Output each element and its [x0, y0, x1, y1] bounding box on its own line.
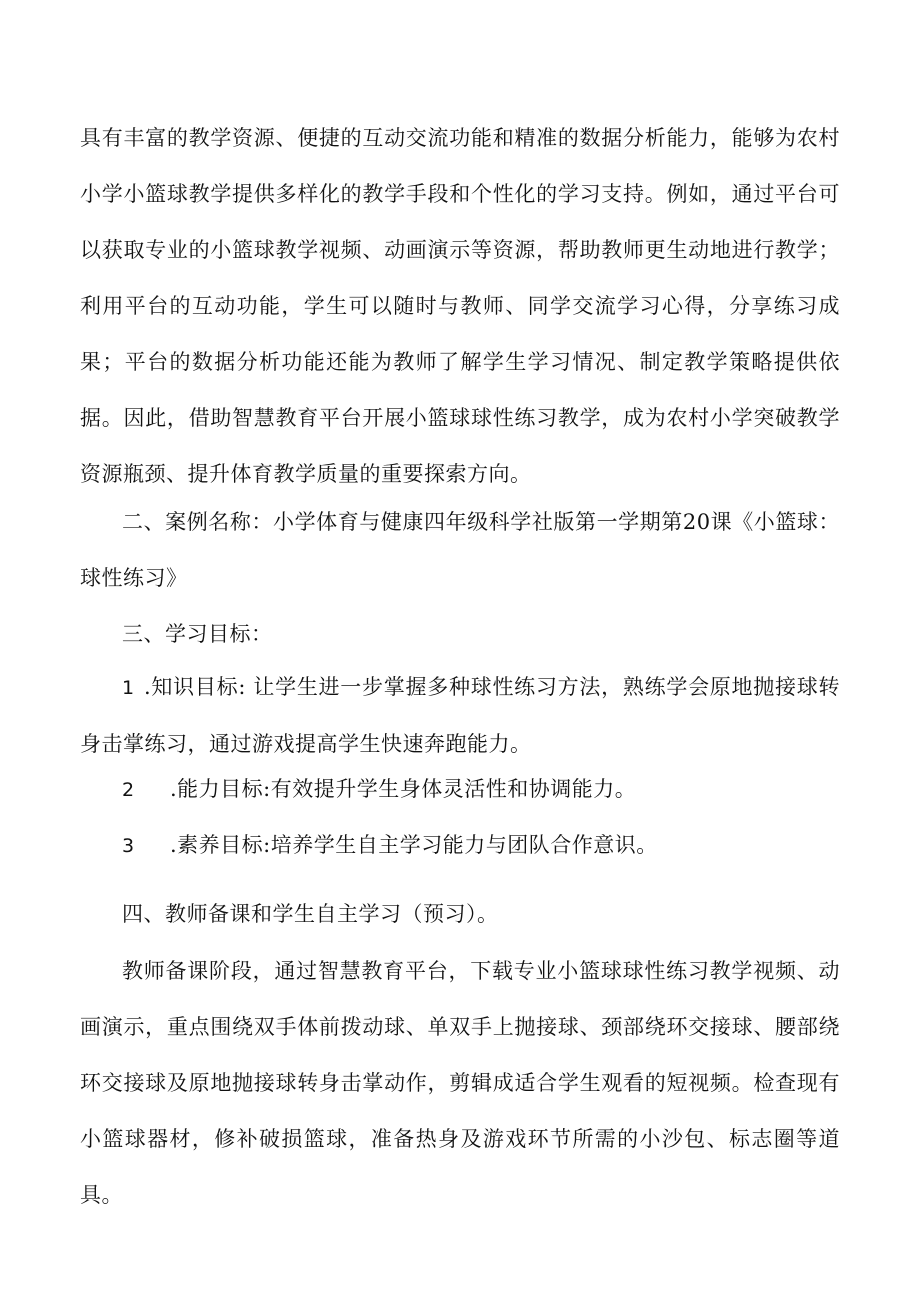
preparation-paragraph: 教师备课阶段，通过智慧教育平台，下载专业小篮球球性练习教学视频、动画演示，重点围绕双手体前拨动球、单双手上抛接球、颈部绕环交接球、腰部绕环交接球及原地抛接球转身击掌动作，剪辑成适合学生观看的短视频。检查现有小篮球器材，修补破损篮球，准备热身及游戏环节所需的小沙包、标志圈等道具。: [80, 959, 840, 1207]
section-heading-case-name: 二、案例名称：小学体育与健康四年级科学社版第一学期第20课《小篮球：球性练习》: [80, 510, 840, 590]
goal-item-literacy: [80, 817, 840, 874]
goal-item-ability: [80, 761, 840, 818]
section-heading-preparation: 四、教师备课和学生自主学习（预习）。: [122, 902, 499, 926]
goal-number: 1: [122, 677, 135, 699]
goal-text: .知识目标: 让学生进一步掌握多种球性练习方法，熟练学会原地抛接球转身击掌练习，通过游戏提高学生快速奔跑能力。: [80, 675, 840, 756]
section-heading-learning-goals: 三、学习目标：: [122, 622, 273, 646]
goal-text: .素养目标:培养学生自主学习能力与团队合作意识。: [170, 833, 658, 857]
goal-number: 3: [122, 835, 135, 857]
goal-text: .能力目标:有效提升学生身体灵活性和协调能力。: [170, 777, 637, 801]
goal-number: 2: [122, 779, 135, 801]
intro-paragraph: 具有丰富的教学资源、便捷的互动交流功能和精准的数据分析能力，能够为农村小学小篮球教学提供多样化的教学手段和个性化的学习支持。例如，通过平台可以获取专业的小篮球教学视频、动画演示等资源，帮助教师更生动地进行教学；利用平台的互动功能，学生可以随时与教师、同学交流学习心得，分享练习成果；平台的数据分析功能还能为教师了解学生学习情况、制定教学策略提供依据。因此，借助智慧教育平台开展小篮球球性练习教学，成为农村小学突破教学资源瓶颈、提升体育教学质量的重要探索方向。: [80, 126, 840, 486]
goal-item-knowledge: [80, 659, 840, 772]
